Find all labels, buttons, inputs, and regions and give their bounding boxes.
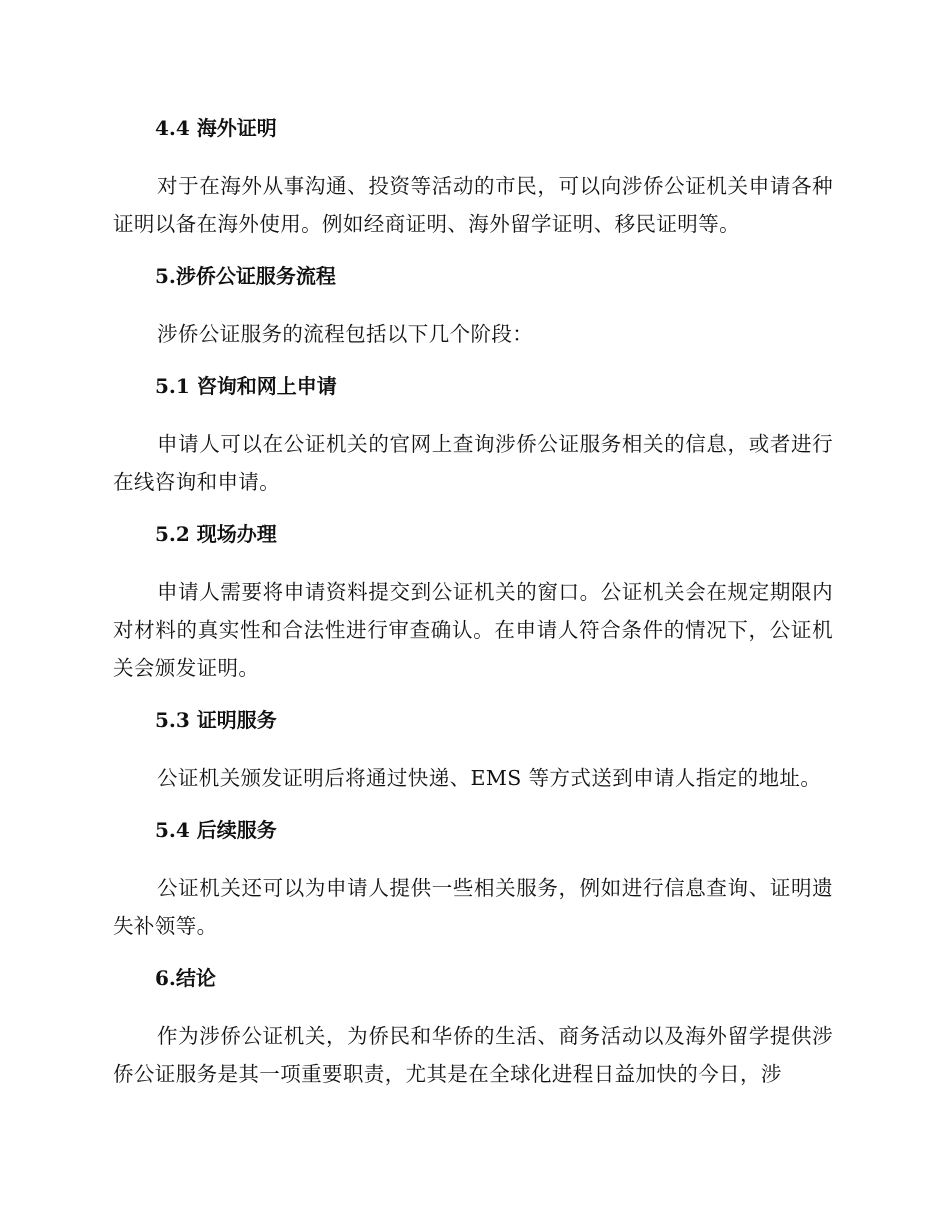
section-heading-6: 6.结论 [155,966,216,990]
paragraph-overseas-certificates: 对于在海外从事沟通、投资等活动的市民，可以向涉侨公证机关申请各种证明以备在海外使用。例如经商证明、海外留学证明、移民证明等。 [113,174,833,236]
section-heading-5: 5.涉侨公证服务流程 [155,264,336,288]
section-heading-5-4: 5.4 后续服务 [155,818,277,842]
paragraph-online-application: 申请人可以在公证机关的官网上查询涉侨公证服务相关的信息，或者进行在线咨询和申请。 [113,432,833,494]
paragraph-onsite-processing: 申请人需要将申请资料提交到公证机关的窗口。公证机关会在规定期限内对材料的真实性和合法性进行审查确认。在申请人符合条件的情况下，公证机关会颁发证明。 [113,580,833,680]
document-body [113,112,833,1093]
paragraph-conclusion: 作为涉侨公证机关，为侨民和华侨的生活、商务活动以及海外留学提供涉侨公证服务是其一项重要职责，尤其是在全球化进程日益加快的今日，涉 [113,1024,833,1086]
paragraph-process-intro: 涉侨公证服务的流程包括以下几个阶段： [157,322,534,346]
section-heading-5-2: 5.2 现场办理 [155,522,277,546]
section-heading-5-3: 5.3 证明服务 [155,708,277,732]
section-heading-4-4: 4.4 海外证明 [155,116,277,140]
paragraph-certificate-service: 公证机关颁发证明后将通过快递、EMS 等方式送到申请人指定的地址。 [157,766,822,790]
paragraph-follow-up-service: 公证机关还可以为申请人提供一些相关服务，例如进行信息查询、证明遗失补领等。 [113,876,833,938]
section-heading-5-1: 5.1 咨询和网上申请 [155,374,337,398]
